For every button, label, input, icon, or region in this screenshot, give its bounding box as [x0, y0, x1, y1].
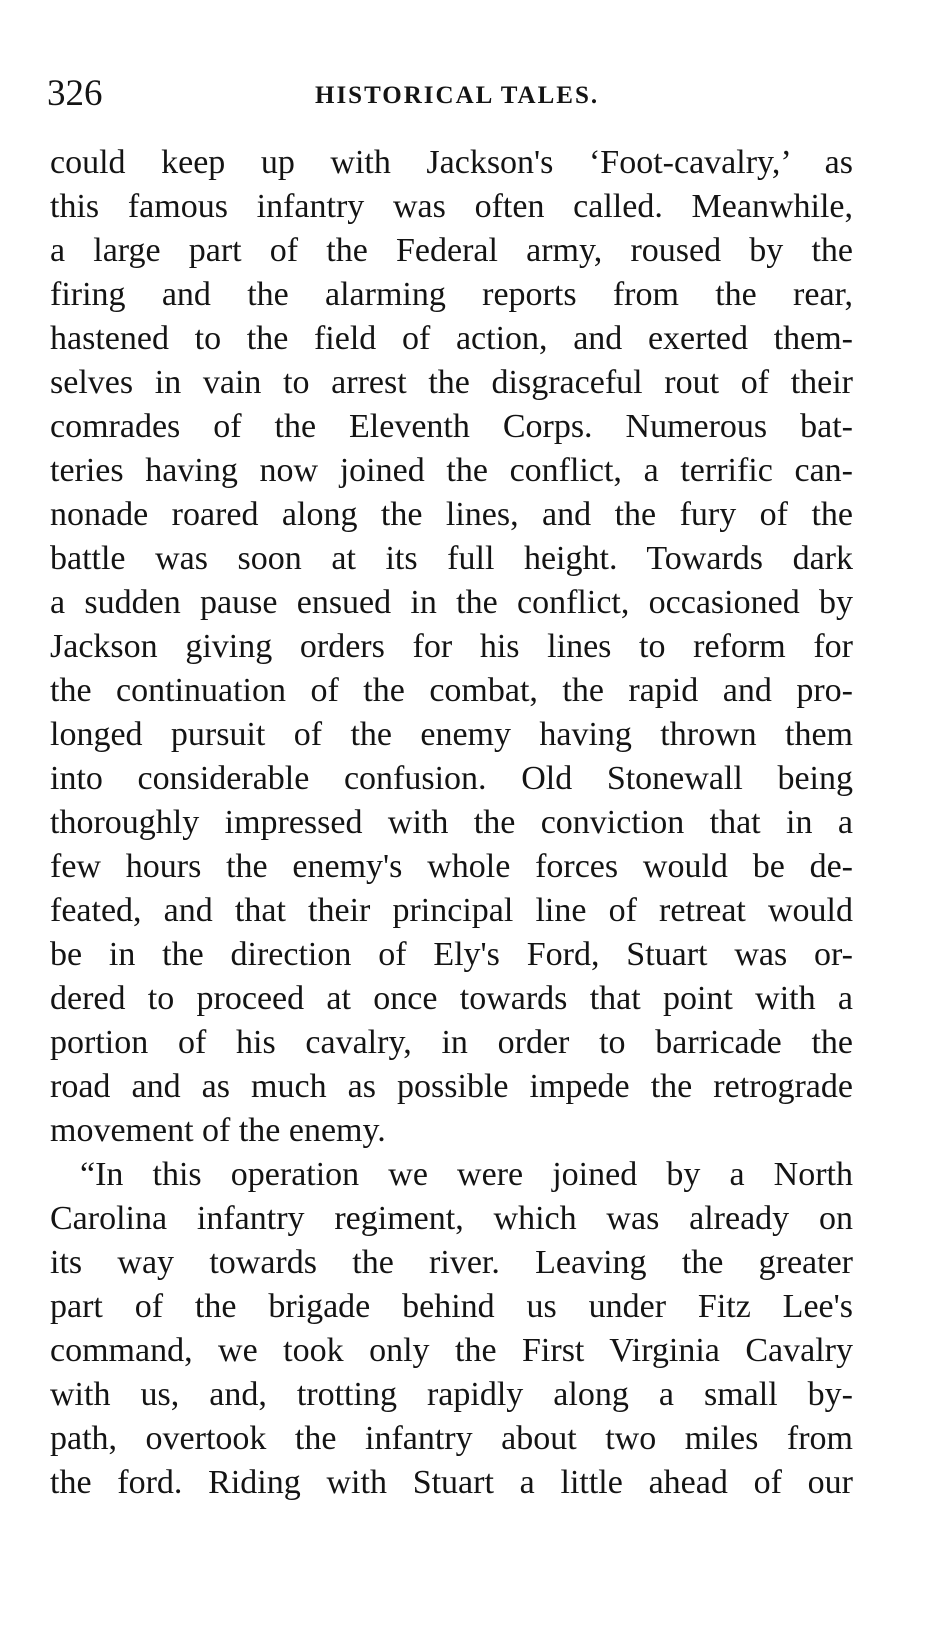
paragraph-1: [50, 141, 853, 1153]
paragraph-2: [50, 1153, 853, 1505]
text-line: hastened to the field of action, and exerted them-: [50, 320, 853, 357]
page-number: 326: [47, 73, 103, 114]
text-line: “In this operation we were joined by a North: [80, 1156, 853, 1193]
text-line: a large part of the Federal army, roused by the: [50, 232, 853, 269]
text-line: thoroughly impressed with the conviction that in a: [50, 804, 853, 841]
text-line: comrades of the Eleventh Corps. Numerous bat-: [50, 408, 853, 445]
text-line: portion of his cavalry, in order to barricade the: [50, 1024, 853, 1061]
text-line: few hours the enemy's whole forces would be de-: [50, 848, 853, 885]
text-line: command, we took only the First Virginia Cavalry: [50, 1332, 853, 1369]
text-line: the ford. Riding with Stuart a little ahead of our: [50, 1464, 853, 1501]
text-line: its way towards the river. Leaving the greater: [50, 1244, 853, 1281]
text-line: Carolina infantry regiment, which was already on: [50, 1200, 853, 1237]
text-line: teries having now joined the conflict, a terrific can-: [50, 452, 853, 489]
text-line: movement of the enemy.: [50, 1112, 386, 1149]
text-line: Jackson giving orders for his lines to reform for: [50, 628, 853, 665]
text-line: part of the brigade behind us under Fitz Lee's: [50, 1288, 853, 1325]
text-line: road and as much as possible impede the retrograde: [50, 1068, 853, 1105]
text-line: with us, and, trotting rapidly along a small by-: [50, 1376, 853, 1413]
text-line: selves in vain to arrest the disgraceful rout of their: [50, 364, 853, 401]
text-line: dered to proceed at once towards that point with a: [50, 980, 853, 1017]
text-line: into considerable confusion. Old Stonewall being: [50, 760, 853, 797]
running-head: [47, 72, 857, 116]
text-line: path, overtook the infantry about two miles from: [50, 1420, 853, 1457]
text-line: could keep up with Jackson's ‘Foot-cavalry,’ as: [50, 144, 853, 181]
text-line: be in the direction of Ely's Ford, Stuart was or-: [50, 936, 853, 973]
text-line: nonade roared along the lines, and the fury of the: [50, 496, 853, 533]
text-line: longed pursuit of the enemy having thrown them: [50, 716, 853, 753]
running-title: HISTORICAL TALES.: [315, 82, 600, 109]
text-line: the continuation of the combat, the rapid and pro-: [50, 672, 853, 709]
text-line: feated, and that their principal line of retreat would: [50, 892, 853, 929]
text-line: a sudden pause ensued in the conflict, occasioned by: [50, 584, 853, 621]
text-line: battle was soon at its full height. Towards dark: [50, 540, 853, 577]
body-text: [50, 141, 853, 1505]
text-line: firing and the alarming reports from the rear,: [50, 276, 853, 313]
text-line: this famous infantry was often called. Meanwhile,: [50, 188, 853, 225]
